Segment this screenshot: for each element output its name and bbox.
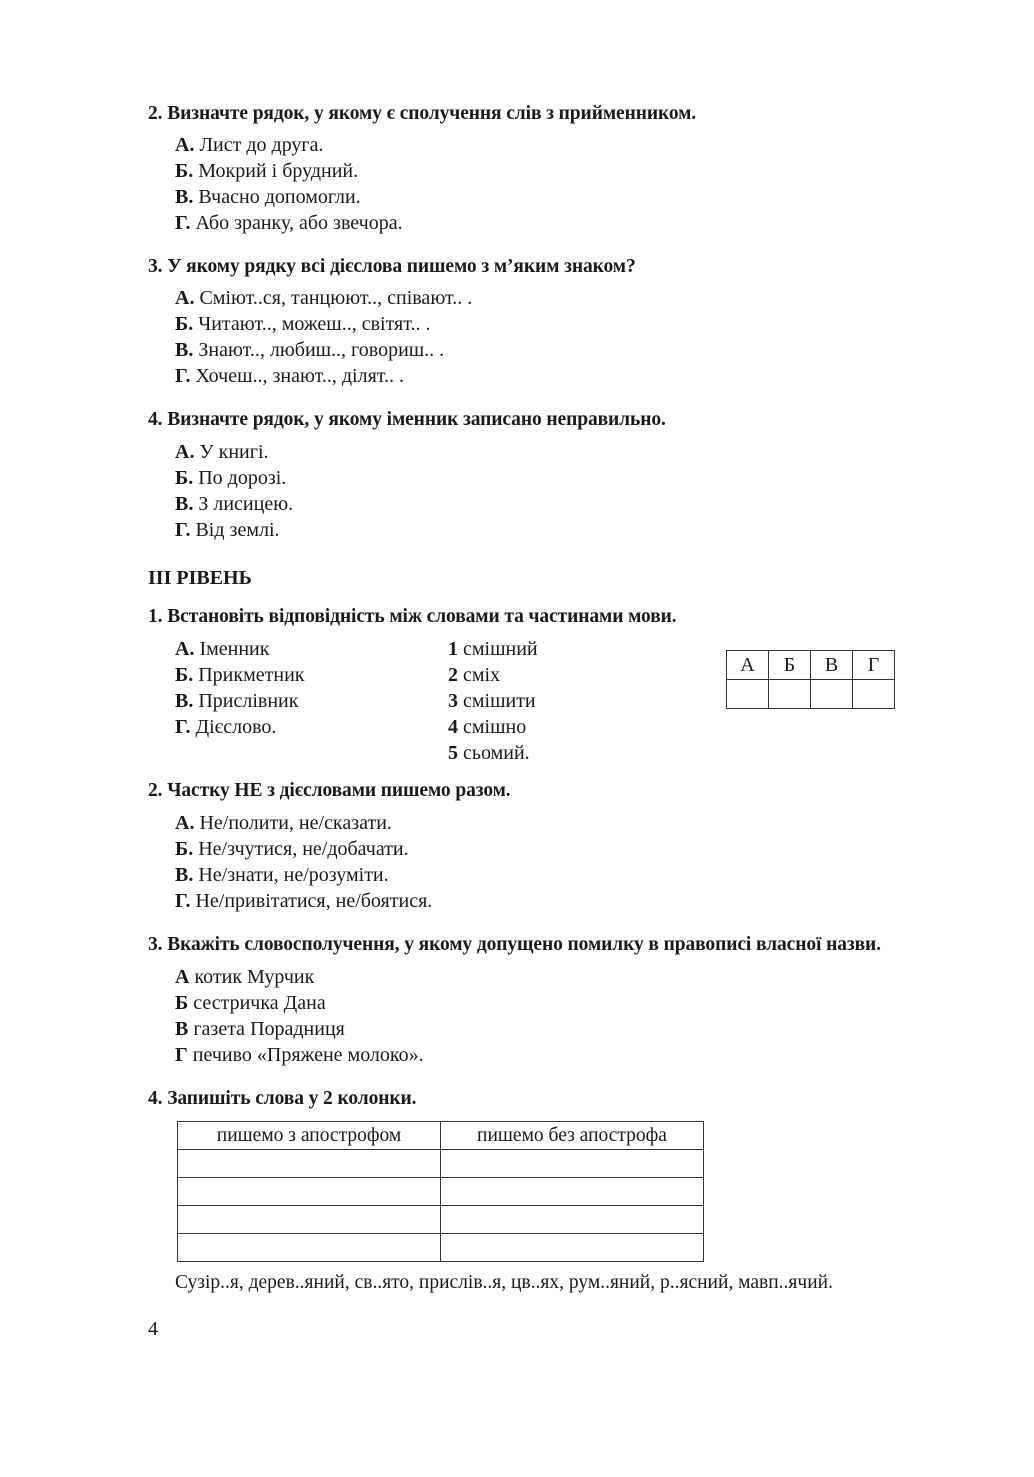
grid-header-d: Г [853, 651, 895, 680]
option-b: Б. По дорозі. [175, 467, 287, 489]
word-list: Сузір..я, дерев..яний, св..ято, прислів..я, цв..ях, рум..яний, р..ясний, мавп..ячий. [175, 1272, 833, 1293]
table-row [178, 1234, 704, 1262]
option-c: В. Знают.., любиш.., говориш.. . [175, 339, 445, 361]
answer-cell[interactable] [727, 680, 769, 709]
option-b: Б. Прикметник [175, 664, 305, 686]
numbered-option-1: 1 смішний [448, 638, 538, 660]
option-d: Г. Не/привітатися, не/боятися. [175, 890, 433, 912]
option-a: А. Не/полити, не/сказати. [175, 812, 392, 834]
option-b: Б. Мокрий і брудний. [175, 160, 359, 182]
question-3-title: 3. Вкажіть словосполучення, у якому допущено помилку в правописі власної назви. [148, 934, 881, 955]
question-1-title: 1. Встановіть відповідність між словами та частинами мови. [148, 606, 677, 627]
option-a: А котик Мурчик [175, 966, 315, 988]
numbered-option-4: 4 смішно [448, 716, 527, 738]
table-cell[interactable] [178, 1206, 441, 1234]
answer-cell[interactable] [811, 680, 853, 709]
grid-header-b: Б [769, 651, 811, 680]
option-b: Б. Не/зчутися, не/добачати. [175, 838, 409, 860]
option-a: А. У книгі. [175, 441, 269, 463]
numbered-option-3: 3 смішити [448, 690, 536, 712]
table-cell[interactable] [441, 1206, 704, 1234]
table-header-row [178, 1122, 704, 1150]
option-a: А. Лист до друга. [175, 134, 324, 156]
option-c: В. З лисицею. [175, 493, 294, 515]
page-number: 4 [148, 1318, 158, 1340]
answer-cell[interactable] [853, 680, 895, 709]
two-column-table [177, 1121, 704, 1262]
numbered-option-5: 5 сьомий. [448, 742, 530, 764]
option-d: Г. Хочеш.., знают.., ділят.. . [175, 365, 405, 387]
option-c: В. Прислівник [175, 690, 299, 712]
option-d: Г. Або зранку, або звечора. [175, 212, 403, 234]
grid-header-a: А [727, 651, 769, 680]
option-c: В газета Порадниця [175, 1018, 345, 1040]
option-d: Г. Дієслово. [175, 716, 277, 738]
level-3-heading: ІІІ РІВЕНЬ [148, 567, 252, 589]
question-4-title: 4. Визначте рядок, у якому іменник записано неправильно. [148, 409, 666, 430]
option-c: В. Не/знати, не/розуміти. [175, 864, 389, 886]
numbered-option-2: 2 сміх [448, 664, 501, 686]
table-row [178, 1178, 704, 1206]
question-3-title: 3. У якому рядку всі дієслова пишемо з м’яким знаком? [148, 256, 636, 277]
table-cell[interactable] [178, 1150, 441, 1178]
option-d: Г печиво «Пряжене молоко». [175, 1044, 424, 1066]
answer-cell[interactable] [769, 680, 811, 709]
answer-grid-header [727, 651, 895, 680]
table-cell[interactable] [441, 1234, 704, 1262]
answer-grid-row [727, 680, 895, 709]
table-cell[interactable] [441, 1178, 704, 1206]
column-header-with-apostrophe: пишемо з апострофом [178, 1122, 441, 1150]
table-cell[interactable] [178, 1178, 441, 1206]
question-2-title: 2. Визначте рядок, у якому є сполучення слів з прийменником. [148, 103, 697, 124]
column-header-without-apostrophe: пишемо без апострофа [441, 1122, 704, 1150]
option-a: А. Сміют..ся, танцюют.., співают.. . [175, 287, 473, 309]
option-c: В. Вчасно допомогли. [175, 186, 361, 208]
question-4-title: 4. Запишіть слова у 2 колонки. [148, 1088, 417, 1109]
option-b: Б сестричка Дана [175, 992, 326, 1014]
table-cell[interactable] [178, 1234, 441, 1262]
option-a: А. Іменник [175, 638, 270, 660]
option-d: Г. Від землі. [175, 519, 280, 541]
table-row [178, 1150, 704, 1178]
option-b: Б. Читают.., можеш.., світят.. . [175, 313, 431, 335]
table-row [178, 1206, 704, 1234]
table-cell[interactable] [441, 1150, 704, 1178]
question-2-title: 2. Частку НЕ з дієсловами пишемо разом. [148, 780, 511, 801]
grid-header-c: В [811, 651, 853, 680]
answer-grid [726, 650, 895, 709]
